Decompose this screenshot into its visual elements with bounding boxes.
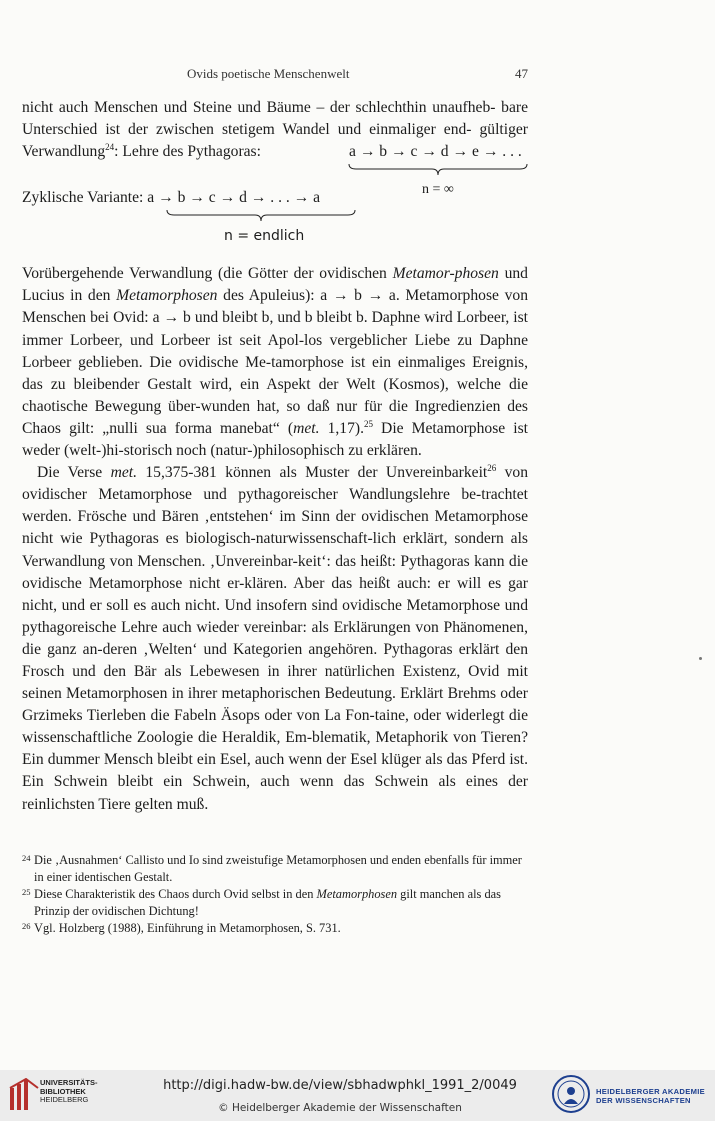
paragraph-3 xyxy=(22,462,528,816)
body-text xyxy=(22,97,528,816)
footnote-number: 25 xyxy=(22,887,31,897)
footnote-ref-25[interactable]: 25 xyxy=(363,418,373,429)
brace-finite xyxy=(166,209,356,223)
p1-line-2: bare Unterschied ist der zwischen stetigem Wandel und einmaliger end- xyxy=(22,99,528,139)
footnote-italic: Metamorphosen xyxy=(316,887,398,901)
scan-speck xyxy=(699,657,702,660)
p3-italic-met: met. xyxy=(110,464,138,482)
footnote-text: Die ‚Ausnahmen‘ Callisto und Io sind zweistufige Metamorphosen und enden ebenfalls für immer in einer identischen Gestalt. xyxy=(34,853,522,884)
academy-name xyxy=(596,1087,705,1105)
footer-copyright: © Heidelberger Akademie der Wissenschaften xyxy=(218,1102,462,1114)
p1-line-3a: gültiger Verwandlung xyxy=(22,121,528,161)
footnote-25 xyxy=(22,886,528,920)
p2-italic-metamorphosen-2: Metamorphosen xyxy=(116,287,218,305)
cyclic-formula: a → b → c → d → . . . → a xyxy=(147,189,321,207)
p2-text-a: Vorübergehende Verwandlung (die Götter der ovidischen xyxy=(22,265,393,283)
university-library-logo-icon[interactable] xyxy=(8,1078,42,1114)
paragraph-2 xyxy=(22,263,528,462)
footnote-text: Diese Charakteristik des Chaos durch Ovid selbst in den xyxy=(34,887,317,901)
footnote-text: Vgl. Holzberg (1988), Einführung in Metamorphosen, S. 731. xyxy=(34,921,341,935)
cyclic-variant-line xyxy=(22,187,320,209)
p2-italic-met: met. xyxy=(293,419,320,437)
footnote-ref-26[interactable]: 26 xyxy=(487,463,497,474)
p3-text-c: von ovidischer Metamorphose und pythagoreischer Wandlungslehre be-trachtet werden. Frösche und Bären ‚entstehen‘ im Sinn der ovidischen Metamorphose nicht wie Pythagoras es biologisch-naturwissenschaft-lich erklärt, sondern als Verwandlung von Menschen. ‚Unvereinbar-keit‘: das heißt: Pythagoras kann die ovidische Metamorphose nicht er-klären. Aber das heißt auch: er will es gar nicht, und er soll es auch nicht. Und insofern sind ovidische Metamorphose und pythagoreische Lehre auch wieder vereinbar: als Erklärungen von Phänomenen, die ganz an-deren ‚Welten‘ und Kategorien angehören. Pythagoras erklärt den Frosch und den Bär als Lebewesen in ihrer natürlichen Existenz, Ovid mit seinen Metamorphosen in ihrer metaphorischen Bedeutung. Erklärt Brehms oder Grzimeks Tierleben die Fabeln Äsops oder von La Fon-taine, oder widerlegt die wissenschaftliche Zoologie die Heraldik, Em-blematik, Metaphorik von Tieren? Ein dummer Mensch bleibt ein Esel, auch wenn der Esel klüger als das Pferd ist. Ein Schwein bleibt ein Schwein, auch wenn das Schwein als eines der reinlichsten Tiere gelten muß. xyxy=(22,464,528,813)
cyclic-variant-label: Zyklische Variante: xyxy=(22,189,148,207)
p2-italic-metamorphosen: Metamor-phosen xyxy=(392,265,499,283)
library-line-2: BIBLIOTHEK xyxy=(40,1086,86,1096)
footnotes xyxy=(22,852,528,937)
n-finite-label: n = endlich xyxy=(224,228,305,245)
footnote-26 xyxy=(22,920,528,937)
university-library-name xyxy=(40,1079,98,1105)
brace-infinite xyxy=(348,163,528,177)
library-line-1: UNIVERSITÄTS- xyxy=(40,1078,98,1087)
p2-text-c: des Apuleius): a → b → a. Metamorphose von Menschen bei Ovid: a → b und bleibt b, und b bleibt b. Daphne wird Lorbeer, ist immer Lorbeer, und Lorbeer ist seit Apol-los vergeblicher Liebe zu Daphne Lorbeer geblieben. Die ovidische Me-tamorphose ist ein einmaliges Ereignis, das zu bleibender Gestalt wird, ein Aspekt der Welt (Kosmos), welche die chaotische Bewegung über-wunden hat, so daß nur für die Ingredienzien des Chaos gilt: „nulli sua forma manebat“ ( xyxy=(22,287,529,437)
p2-text-e: Die Metamorphose ist weder (welt-)hi-storisch noch (natur-)philosophisch zu erklären. xyxy=(22,419,529,460)
footnote-ref-24[interactable]: 24 xyxy=(105,142,115,153)
p3-text-b: 15,375-381 können als Muster der Unvereinbarkeit xyxy=(137,464,488,482)
pythagoras-formula: a → b → c → d → e → . . . xyxy=(349,143,522,161)
footnote-number: 26 xyxy=(22,921,31,931)
footer-bar xyxy=(0,1070,715,1121)
p2-text-b: und Lucius in den xyxy=(22,265,528,305)
running-head-title: Ovids poetische Menschenwelt xyxy=(187,66,350,81)
library-line-3: HEIDELBERG xyxy=(40,1095,89,1104)
footnote-24 xyxy=(22,852,528,886)
p1-line-1: nicht auch Menschen und Steine und Bäume – der schlechthin unaufheb- xyxy=(22,99,496,116)
n-infinite-label: n = ∞ xyxy=(422,182,454,198)
footnote-number: 24 xyxy=(22,853,31,863)
academy-line-2: DER WISSENSCHAFTEN xyxy=(596,1096,691,1105)
academy-line-1: HEIDELBERGER AKADEMIE xyxy=(596,1087,705,1096)
footer-url-link[interactable]: http://digi.hadw-bw.de/view/sbhadwphkl_1991_2/0049 xyxy=(163,1078,517,1093)
academy-seal-icon[interactable] xyxy=(551,1074,591,1114)
p1-line-3b: : Lehre des Pythagoras: xyxy=(114,143,261,161)
footnote-text: gilt manchen als das Prinzip der ovidischen Dichtung! xyxy=(34,887,501,918)
page-number: 47 xyxy=(515,66,528,81)
p2-text-d: 1,17). xyxy=(319,419,364,437)
p3-text-a: Die Verse xyxy=(37,464,111,482)
